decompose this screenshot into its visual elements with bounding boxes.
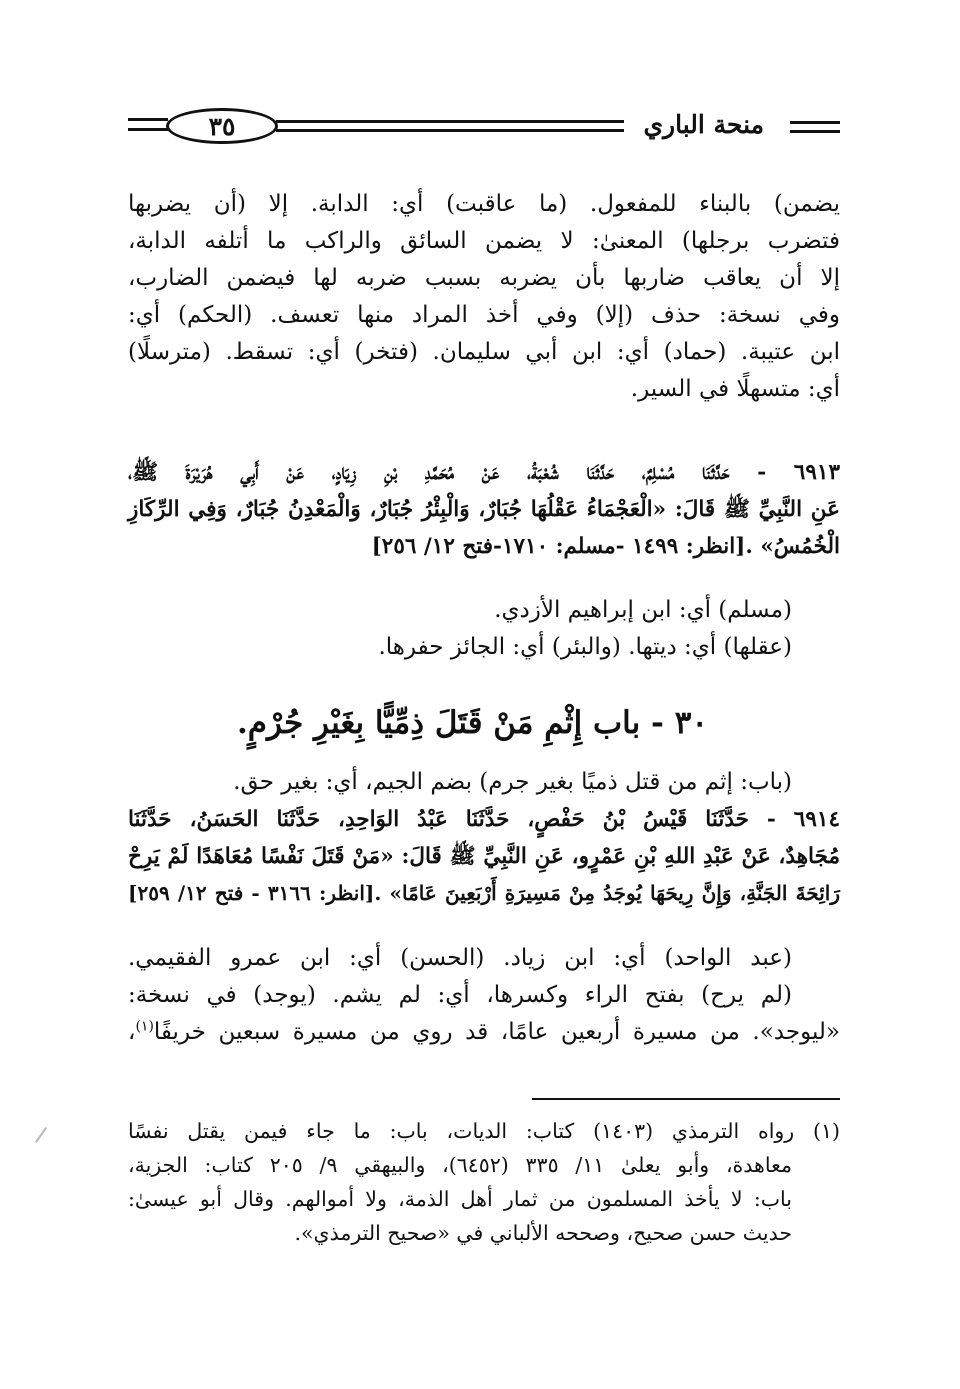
text-line: ابن عتيبة. (حماد) أي: ابن أبي سليمان. (فتخر) أي: تسقط. (مترسلًا)	[128, 339, 840, 365]
chapter-heading: ٣٠ - باب إِثْمِ مَنْ قَتَلَ ذِمِّيًّا بِغَيْرِ جُرْمٍ.	[236, 705, 708, 741]
text-line: أي: متسهلًا في السير.	[630, 376, 840, 402]
text-line: يضمن) بالبناء للمفعول. (ما عاقبت) أي: الدابة. إلا (أن يضربها	[128, 191, 840, 217]
text-line: (عبد الواحد) أي: ابن زياد. (الحسن) أي: ابن عمرو الفقيمي.	[128, 945, 792, 971]
hadith-6913	[128, 454, 840, 565]
footnote-line: باب: لا يأخذ المسلمون من ثمار أهل الذمة، ولا أموالهم. وقال أبو عيسىٰ:	[128, 1187, 792, 1211]
text-line: (مسلم) أي: ابن إبراهيم الأزدي.	[494, 597, 792, 623]
text-line: (عقلها) أي: ديتها. (والبئر) أي: الجائز حفرها.	[378, 634, 792, 660]
hadith-6914	[128, 801, 840, 912]
footnote-line: حديث حسن صحيح، وصححه الألباني في «صحيح الترمذي».	[294, 1221, 792, 1245]
footnote-reference[interactable]: (١)	[135, 1018, 154, 1035]
text-line-with-footnote	[128, 1014, 840, 1051]
header-rule-left-bottom	[128, 128, 168, 131]
text-line: (لم يرح) بفتح الراء وكسرها، أي: لم يشم. (يوجد) في نسخة:	[128, 982, 792, 1008]
text-line: إلا أن يعاقب ضاربها بأن يضربه بسبب ضربه لها فيضمن الضارب،	[128, 265, 840, 291]
footnote-separator	[532, 1098, 840, 1100]
text-line: وفي نسخة: حذف (إلا) وفي أخذ المراد منها تعسف. (الحكم) أي:	[128, 302, 840, 328]
text-line: فتضرب برجلها) المعنىٰ: لا يضمن السائق والراكب ما أتلفه الدابة،	[128, 228, 840, 254]
trailing-punctuation: ،	[128, 1019, 136, 1045]
hadith-line: الْخُمُسُ» .[انظر: ١٤٩٩ -مسلم: ١٧١٠-فتح ١٢/ ٢٥٦]	[371, 534, 840, 559]
hadith-line: ٦٩١٣ - حَدَّثَنَا مُسْلِمٌ، حَدَّثَنَا شُعْبَةُ، عَنْ مُحَمَّدِ بْنِ زِيَادٍ، عَنْ أَبِي هُرَيْرَةَ ﷺ،	[128, 460, 840, 485]
commentary-block-2	[128, 592, 840, 666]
header-rule-middle-top	[276, 120, 624, 123]
hadith-line: عَنِ النَّبِيِّ ﷺ قَالَ: «الْعَجْمَاءُ عَقْلُهَا جُبَارٌ، وَالْبِئْرُ جُبَارٌ، وَالْمَعْدِنُ جُبَارٌ، وَفِي الرِّكَازِ	[128, 497, 840, 522]
text-line: (باب: إثم من قتل ذميًا بغير جرم) بضم الجيم، أي: بغير حق.	[233, 769, 792, 795]
running-header	[128, 104, 840, 152]
text-line: «ليوجد». من مسيرة أربعين عامًا، قد روي من مسيرة سبعين خريفًا	[153, 1019, 840, 1045]
page-number-text: ٣٥	[208, 111, 236, 141]
header-rule-right-top	[790, 121, 840, 124]
footnote-line: (١) رواه الترمذي (١٤٠٣) كتاب: الديات، باب: ما جاء فيمن يقتل نفسًا	[128, 1119, 840, 1143]
book-title: منحة الباري	[643, 110, 764, 139]
header-rule-left-top	[128, 118, 168, 121]
page-number	[166, 108, 278, 144]
scan-artifact	[35, 1127, 47, 1143]
footnotes	[128, 1114, 840, 1250]
hadith-line: مُجَاهِدٌ، عَنْ عَبْدِ اللهِ بْنِ عَمْرٍو، عَنِ النَّبِيِّ ﷺ قَالَ: «مَنْ قَتَلَ نَفْسًا مُعَاهَدًا لَمْ يَرِحْ	[128, 844, 840, 869]
hadith-line: ٦٩١٤ - حَدَّثَنَا قَيْسُ بْنُ حَفْصٍ، حَدَّثَنَا عَبْدُ الوَاحِدِ، حَدَّثَنَا الحَسَنُ، حَدَّثَنَا	[128, 807, 840, 832]
hadith-line: رَائِحَةَ الجَنَّةِ، وَإِنَّ رِيحَهَا يُوجَدُ مِنْ مَسِيرَةِ أَرْبَعِينَ عَامًا» .[انظر: ٣١٦٦ - فتح ١٢/ ٢٥٩]	[128, 881, 840, 905]
commentary-block-4	[128, 940, 840, 1051]
header-rule-right-bottom	[790, 130, 840, 133]
footnote-line: معاهدة، وأبو يعلىٰ ١١/ ٣٣٥ (٦٤٥٢)، والبيهقي ٩/ ٢٠٥ كتاب: الجزية،	[128, 1153, 792, 1177]
header-rule-middle-bottom	[276, 129, 624, 132]
commentary-block-3	[128, 764, 840, 801]
commentary-block-1	[128, 186, 840, 408]
